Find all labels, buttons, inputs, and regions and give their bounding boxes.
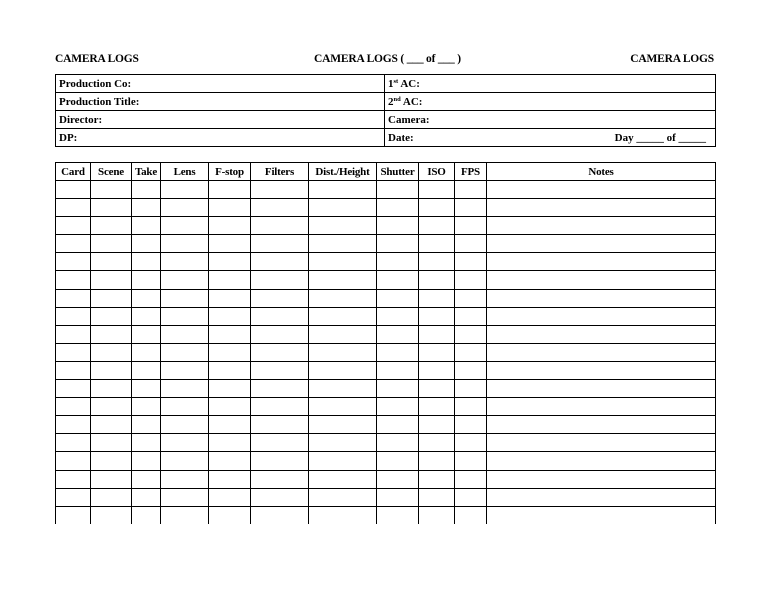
log-cell[interactable] — [91, 289, 132, 307]
log-cell[interactable] — [161, 253, 209, 271]
log-cell[interactable] — [455, 398, 487, 416]
log-cell[interactable] — [377, 325, 419, 343]
log-cell[interactable] — [132, 307, 161, 325]
second-ac-number: 2 — [388, 95, 394, 108]
log-cell[interactable] — [132, 217, 161, 235]
log-cell[interactable] — [251, 253, 309, 271]
first-ac-number: 1 — [388, 77, 394, 90]
log-cell[interactable] — [487, 434, 716, 452]
log-cell[interactable] — [209, 253, 251, 271]
second-ac-field[interactable] — [385, 93, 716, 111]
log-cell[interactable] — [251, 488, 309, 506]
log-cell[interactable] — [132, 235, 161, 253]
log-cell[interactable] — [487, 343, 716, 361]
col-shutter: Shutter — [377, 163, 419, 181]
log-cell[interactable] — [56, 506, 91, 524]
log-body — [56, 181, 716, 524]
log-cell[interactable] — [132, 289, 161, 307]
log-cell[interactable] — [251, 361, 309, 379]
log-cell[interactable] — [377, 434, 419, 452]
log-cell[interactable] — [251, 181, 309, 199]
log-cell[interactable] — [161, 398, 209, 416]
log-cell[interactable] — [455, 343, 487, 361]
log-cell[interactable] — [209, 271, 251, 289]
log-cell[interactable] — [487, 488, 716, 506]
log-cell[interactable] — [209, 307, 251, 325]
log-cell[interactable] — [309, 271, 377, 289]
log-cell[interactable] — [56, 416, 91, 434]
date-label: Date: — [388, 131, 414, 144]
log-cell[interactable] — [251, 217, 309, 235]
log-cell[interactable] — [309, 181, 377, 199]
log-cell[interactable] — [91, 434, 132, 452]
log-cell[interactable] — [377, 199, 419, 217]
log-row — [56, 217, 716, 235]
log-cell[interactable] — [377, 452, 419, 470]
camera-log-table — [55, 162, 716, 524]
production-info-table — [55, 74, 716, 147]
log-cell[interactable] — [487, 307, 716, 325]
col-filters: Filters — [251, 163, 309, 181]
day-of-label: Day _____ of _____ — [614, 131, 706, 144]
log-cell[interactable] — [377, 271, 419, 289]
log-cell[interactable] — [419, 343, 455, 361]
log-cell[interactable] — [419, 307, 455, 325]
log-cell[interactable] — [132, 343, 161, 361]
log-cell[interactable] — [377, 398, 419, 416]
log-cell[interactable] — [132, 506, 161, 524]
log-cell[interactable] — [419, 452, 455, 470]
log-cell[interactable] — [377, 181, 419, 199]
log-cell[interactable] — [455, 253, 487, 271]
log-cell[interactable] — [91, 452, 132, 470]
log-cell[interactable] — [132, 488, 161, 506]
log-cell[interactable] — [56, 488, 91, 506]
log-row — [56, 416, 716, 434]
log-cell[interactable] — [56, 307, 91, 325]
log-cell[interactable] — [455, 452, 487, 470]
second-ac-label: AC: — [400, 95, 423, 108]
camera-field[interactable]: Camera: — [385, 111, 716, 129]
log-cell[interactable] — [309, 506, 377, 524]
log-cell[interactable] — [91, 416, 132, 434]
log-cell[interactable] — [455, 307, 487, 325]
log-cell[interactable] — [377, 307, 419, 325]
log-cell[interactable] — [91, 343, 132, 361]
log-cell[interactable] — [161, 181, 209, 199]
log-cell[interactable] — [209, 398, 251, 416]
log-cell[interactable] — [56, 470, 91, 488]
log-cell[interactable] — [251, 325, 309, 343]
log-cell[interactable] — [309, 217, 377, 235]
log-row — [56, 253, 716, 271]
log-cell[interactable] — [455, 235, 487, 253]
log-cell[interactable] — [251, 416, 309, 434]
log-cell[interactable] — [251, 470, 309, 488]
log-cell[interactable] — [251, 289, 309, 307]
log-cell[interactable] — [455, 380, 487, 398]
log-cell[interactable] — [251, 434, 309, 452]
log-cell[interactable] — [419, 398, 455, 416]
log-row — [56, 434, 716, 452]
log-row — [56, 398, 716, 416]
log-cell[interactable] — [132, 181, 161, 199]
log-cell[interactable] — [56, 343, 91, 361]
second-ac-suffix: nd — [393, 95, 401, 103]
log-cell[interactable] — [487, 181, 716, 199]
log-cell[interactable] — [209, 361, 251, 379]
log-cell[interactable] — [91, 199, 132, 217]
log-header-row — [56, 163, 716, 181]
log-cell[interactable] — [487, 199, 716, 217]
col-card: Card — [56, 163, 91, 181]
log-cell[interactable] — [91, 307, 132, 325]
date-field[interactable] — [385, 129, 716, 147]
log-cell[interactable] — [309, 416, 377, 434]
log-cell[interactable] — [161, 380, 209, 398]
log-cell[interactable] — [132, 325, 161, 343]
dp-field[interactable]: DP: — [56, 129, 385, 147]
log-cell[interactable] — [487, 452, 716, 470]
log-cell[interactable] — [309, 235, 377, 253]
log-cell[interactable] — [309, 434, 377, 452]
log-cell[interactable] — [161, 289, 209, 307]
log-row — [56, 307, 716, 325]
log-cell[interactable] — [419, 271, 455, 289]
log-cell[interactable] — [419, 361, 455, 379]
log-cell[interactable] — [419, 506, 455, 524]
production-co-field[interactable]: Production Co: — [56, 75, 385, 93]
log-cell[interactable] — [161, 416, 209, 434]
log-row — [56, 289, 716, 307]
header-title-center: CAMERA LOGS ( ___ of ___ ) — [314, 53, 461, 65]
log-cell[interactable] — [91, 253, 132, 271]
log-row — [56, 488, 716, 506]
log-cell[interactable] — [161, 235, 209, 253]
log-cell[interactable] — [455, 434, 487, 452]
log-cell[interactable] — [419, 434, 455, 452]
log-cell[interactable] — [161, 217, 209, 235]
log-cell[interactable] — [91, 235, 132, 253]
first-ac-label: AC: — [398, 77, 420, 90]
col-fstop: F-stop — [209, 163, 251, 181]
log-cell[interactable] — [132, 434, 161, 452]
col-lens: Lens — [161, 163, 209, 181]
log-cell[interactable] — [377, 235, 419, 253]
log-row — [56, 325, 716, 343]
log-cell[interactable] — [91, 181, 132, 199]
log-cell[interactable] — [132, 452, 161, 470]
log-cell[interactable] — [455, 361, 487, 379]
log-row — [56, 343, 716, 361]
log-cell[interactable] — [487, 361, 716, 379]
log-cell[interactable] — [377, 361, 419, 379]
log-cell[interactable] — [161, 199, 209, 217]
log-cell[interactable] — [209, 289, 251, 307]
log-row — [56, 452, 716, 470]
log-cell[interactable] — [419, 235, 455, 253]
log-cell[interactable] — [419, 289, 455, 307]
col-iso: ISO — [419, 163, 455, 181]
log-cell[interactable] — [455, 416, 487, 434]
log-cell[interactable] — [251, 380, 309, 398]
log-cell[interactable] — [132, 271, 161, 289]
log-cell[interactable] — [56, 289, 91, 307]
log-cell[interactable] — [309, 253, 377, 271]
log-cell[interactable] — [419, 416, 455, 434]
col-scene: Scene — [91, 163, 132, 181]
log-cell[interactable] — [419, 488, 455, 506]
log-cell[interactable] — [161, 470, 209, 488]
log-cell[interactable] — [377, 217, 419, 235]
log-cell[interactable] — [91, 488, 132, 506]
log-cell[interactable] — [419, 217, 455, 235]
log-cell[interactable] — [377, 470, 419, 488]
log-cell[interactable] — [455, 325, 487, 343]
log-cell[interactable] — [487, 416, 716, 434]
log-cell[interactable] — [377, 488, 419, 506]
info-row — [56, 93, 716, 111]
log-row — [56, 506, 716, 524]
log-cell[interactable] — [56, 325, 91, 343]
log-row — [56, 199, 716, 217]
log-cell[interactable] — [455, 217, 487, 235]
log-cell[interactable] — [455, 506, 487, 524]
log-cell[interactable] — [209, 452, 251, 470]
log-cell[interactable] — [251, 398, 309, 416]
header-title-right: CAMERA LOGS — [630, 53, 714, 65]
log-cell[interactable] — [377, 253, 419, 271]
log-cell[interactable] — [487, 289, 716, 307]
log-cell[interactable] — [377, 343, 419, 361]
info-row — [56, 129, 716, 147]
log-cell[interactable] — [309, 199, 377, 217]
log-cell[interactable] — [487, 253, 716, 271]
log-row — [56, 380, 716, 398]
first-ac-field[interactable] — [385, 75, 716, 93]
log-cell[interactable] — [487, 380, 716, 398]
log-cell[interactable] — [132, 253, 161, 271]
log-cell[interactable] — [487, 470, 716, 488]
log-cell[interactable] — [419, 181, 455, 199]
log-cell[interactable] — [91, 398, 132, 416]
log-row — [56, 361, 716, 379]
info-row — [56, 111, 716, 129]
log-cell[interactable] — [56, 199, 91, 217]
first-ac-suffix: st — [393, 77, 399, 85]
log-cell[interactable] — [419, 325, 455, 343]
log-cell[interactable] — [209, 380, 251, 398]
log-cell[interactable] — [455, 470, 487, 488]
log-cell[interactable] — [161, 271, 209, 289]
log-row — [56, 235, 716, 253]
header-title-left: CAMERA LOGS — [55, 53, 139, 65]
log-cell[interactable] — [487, 217, 716, 235]
production-title-field[interactable]: Production Title: — [56, 93, 385, 111]
log-cell[interactable] — [91, 217, 132, 235]
log-cell[interactable] — [487, 506, 716, 524]
log-cell[interactable] — [161, 488, 209, 506]
log-cell[interactable] — [132, 199, 161, 217]
log-cell[interactable] — [487, 325, 716, 343]
log-cell[interactable] — [209, 325, 251, 343]
log-cell[interactable] — [309, 325, 377, 343]
director-field[interactable]: Director: — [56, 111, 385, 129]
log-cell[interactable] — [161, 452, 209, 470]
log-cell[interactable] — [209, 181, 251, 199]
log-cell[interactable] — [209, 488, 251, 506]
log-cell[interactable] — [251, 235, 309, 253]
log-cell[interactable] — [419, 253, 455, 271]
log-cell[interactable] — [455, 488, 487, 506]
log-cell[interactable] — [377, 380, 419, 398]
log-cell[interactable] — [56, 235, 91, 253]
log-cell[interactable] — [209, 434, 251, 452]
log-cell[interactable] — [309, 452, 377, 470]
log-cell[interactable] — [419, 380, 455, 398]
log-cell[interactable] — [56, 217, 91, 235]
log-cell[interactable] — [161, 361, 209, 379]
log-cell[interactable] — [91, 271, 132, 289]
log-cell[interactable] — [377, 289, 419, 307]
log-cell[interactable] — [161, 506, 209, 524]
log-cell[interactable] — [487, 398, 716, 416]
log-cell[interactable] — [309, 307, 377, 325]
log-cell[interactable] — [455, 199, 487, 217]
log-row — [56, 181, 716, 199]
log-cell[interactable] — [209, 343, 251, 361]
log-cell[interactable] — [251, 271, 309, 289]
log-cell[interactable] — [56, 452, 91, 470]
log-cell[interactable] — [209, 416, 251, 434]
log-cell[interactable] — [91, 470, 132, 488]
log-cell[interactable] — [161, 434, 209, 452]
log-cell[interactable] — [132, 398, 161, 416]
info-row — [56, 75, 716, 93]
log-cell[interactable] — [91, 361, 132, 379]
log-cell[interactable] — [161, 343, 209, 361]
log-cell[interactable] — [132, 380, 161, 398]
log-cell[interactable] — [455, 181, 487, 199]
log-cell[interactable] — [56, 398, 91, 416]
log-row — [56, 470, 716, 488]
page-header — [55, 53, 714, 69]
log-cell[interactable] — [91, 506, 132, 524]
log-cell[interactable] — [309, 470, 377, 488]
log-cell[interactable] — [209, 199, 251, 217]
log-cell[interactable] — [455, 271, 487, 289]
col-fps: FPS — [455, 163, 487, 181]
log-cell[interactable] — [209, 235, 251, 253]
log-cell[interactable] — [251, 452, 309, 470]
log-cell[interactable] — [487, 271, 716, 289]
log-cell[interactable] — [132, 361, 161, 379]
log-cell[interactable] — [161, 307, 209, 325]
col-dist-height: Dist./Height — [309, 163, 377, 181]
log-cell[interactable] — [309, 488, 377, 506]
log-cell[interactable] — [419, 470, 455, 488]
log-cell[interactable] — [209, 217, 251, 235]
log-cell[interactable] — [56, 380, 91, 398]
col-notes: Notes — [487, 163, 716, 181]
log-cell[interactable] — [56, 271, 91, 289]
log-cell[interactable] — [161, 325, 209, 343]
log-cell[interactable] — [251, 199, 309, 217]
log-cell[interactable] — [56, 361, 91, 379]
log-cell[interactable] — [132, 470, 161, 488]
log-cell[interactable] — [309, 361, 377, 379]
col-take: Take — [132, 163, 161, 181]
log-cell[interactable] — [56, 434, 91, 452]
log-cell[interactable] — [251, 343, 309, 361]
log-cell[interactable] — [251, 506, 309, 524]
log-cell[interactable] — [309, 343, 377, 361]
log-cell[interactable] — [419, 199, 455, 217]
log-cell[interactable] — [377, 416, 419, 434]
log-row — [56, 271, 716, 289]
log-cell[interactable] — [56, 253, 91, 271]
log-cell[interactable] — [132, 416, 161, 434]
log-cell[interactable] — [91, 325, 132, 343]
log-cell[interactable] — [377, 506, 419, 524]
log-cell[interactable] — [56, 181, 91, 199]
log-cell[interactable] — [455, 289, 487, 307]
log-cell[interactable] — [309, 398, 377, 416]
log-cell[interactable] — [209, 506, 251, 524]
log-cell[interactable] — [487, 235, 716, 253]
log-cell[interactable] — [309, 289, 377, 307]
log-cell[interactable] — [251, 307, 309, 325]
log-cell[interactable] — [91, 380, 132, 398]
log-cell[interactable] — [209, 470, 251, 488]
log-cell[interactable] — [309, 380, 377, 398]
